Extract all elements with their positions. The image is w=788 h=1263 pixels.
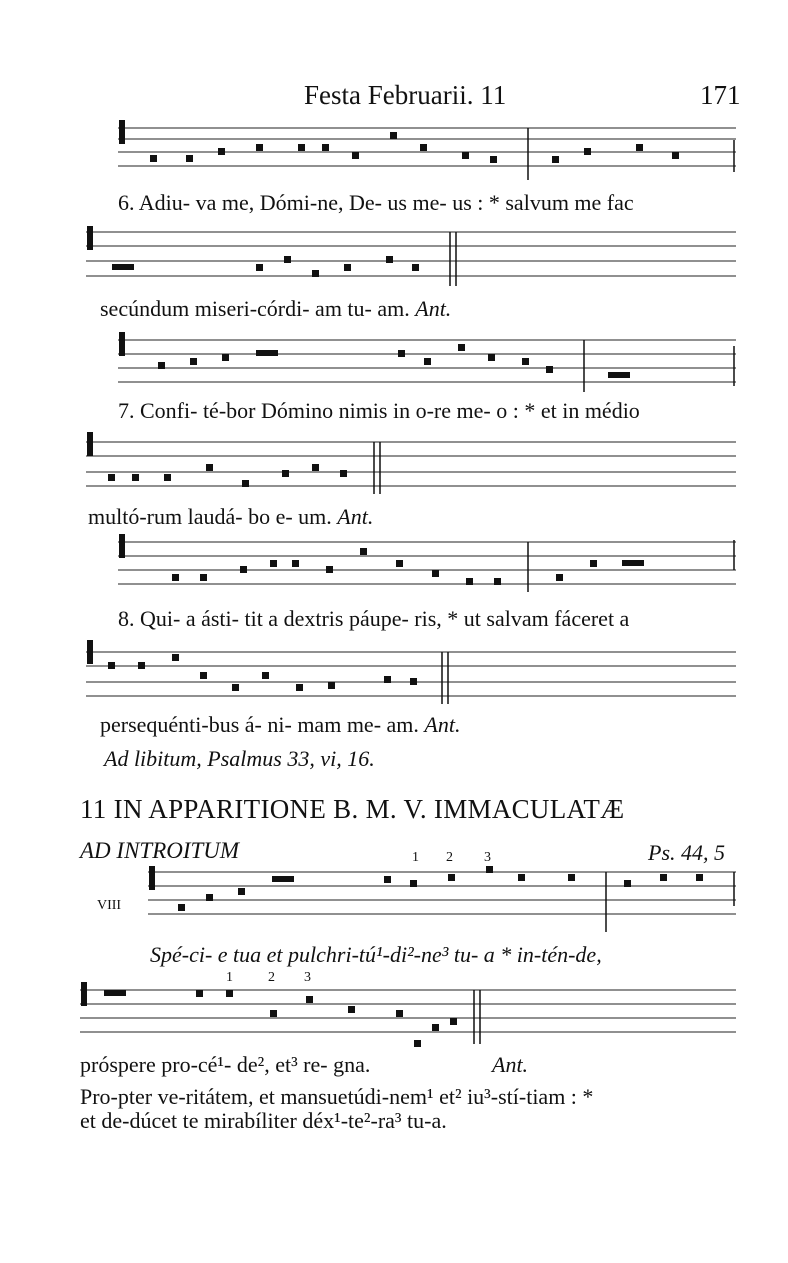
mark-1: 1 [226,970,233,985]
antiphon-marker: Ant. [424,712,461,737]
verse-8-line-2 [100,712,460,738]
header-title: Festa Februarii. 11 [304,80,507,110]
verse-7-line-1: 7. Confi- té-bor Dómino nimis in o-re me- o : * et in médio [118,398,640,423]
mark-2: 2 [446,850,453,865]
introit-line-1: Spé-ci- e tua et pulchri-tú¹-di²-ne³ tu- a * in-tén-de, [150,942,602,967]
verse-6-line-1: 6. Adiu- va me, Dómi-ne, De- us me- us : * salvum me fac [118,190,634,215]
verse-8-text: persequénti-bus á- ni- mam me- am. [100,712,419,737]
mark-1: 1 [412,850,419,865]
ad-libitum-note: Ad libitum, Psalmus 33, vi, 16. [104,746,375,771]
page-number: 171 [700,80,741,110]
verse-8-line-1: 8. Qui- a ásti- tit a dextris páupe- ris, * ut salvam fáceret a [118,606,630,631]
psalm-verse-line-2: et de-dúcet te mirabíliter déx¹-te²-ra³ tu-a. [80,1108,447,1133]
mark-2: 2 [268,970,275,985]
mode-label: VIII [97,898,122,913]
antiphon-marker: Ant. [415,296,452,321]
verse-7-line-2 [88,504,373,530]
verse-6-line-2 [100,296,451,322]
introit-line-2: próspere pro-cé¹- de², et³ re- gna. [80,1052,371,1077]
psalm-verse-line-1: Pro-pter ve-ritátem, et mansuetúdi-nem¹ et² iu³-stí-tiam : * [80,1084,594,1109]
introit-label: AD INTROITUM [80,838,240,863]
psalm-reference: Ps. 44, 5 [648,840,725,865]
verse-6-text: secúndum miseri-córdi- am tu- am. [100,296,410,321]
mark-3: 3 [304,970,311,985]
verse-7-text: multó-rum laudá- bo e- um. [88,504,332,529]
antiphon-marker: Ant. [337,504,374,529]
antiphon-marker: Ant. [492,1052,529,1077]
mark-3: 3 [484,850,491,865]
section-heading: 11 IN APPARITIONE B. M. V. IMMACULATÆ [80,794,625,824]
